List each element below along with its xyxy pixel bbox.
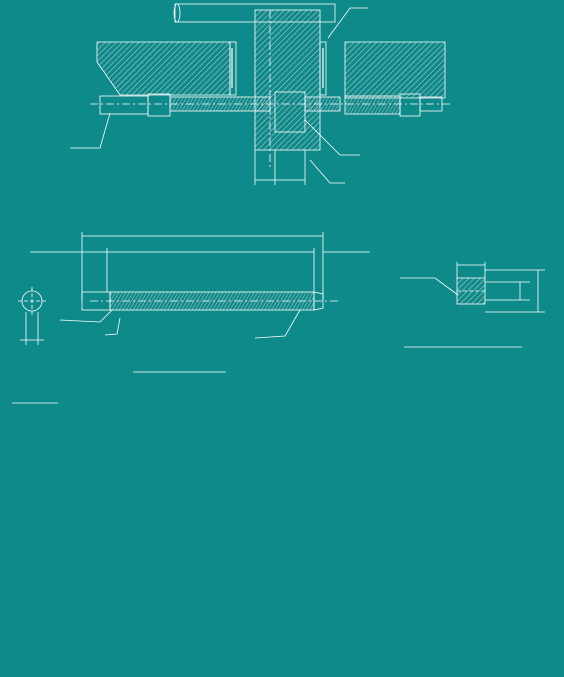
stud-tube: [345, 96, 400, 114]
shell-flange: [97, 42, 230, 95]
nut-left: [100, 96, 148, 114]
nut-left-2: [148, 94, 170, 116]
tubesheet: [255, 10, 320, 150]
threaded-collar-view: [400, 262, 545, 312]
locking-stud-view: [18, 232, 370, 345]
labels: [133, 347, 522, 372]
gasket-left: [230, 42, 236, 95]
tube-flange: [345, 42, 445, 98]
joint-assembly: [70, 4, 450, 185]
